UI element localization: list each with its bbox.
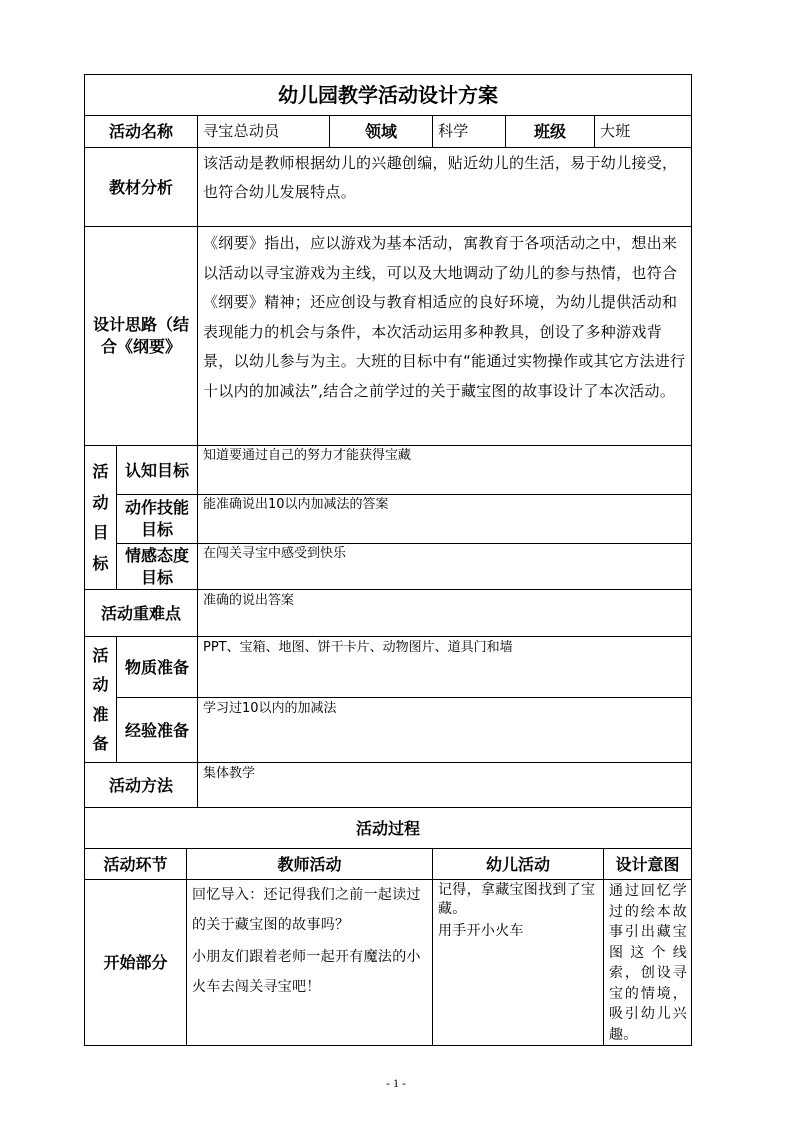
table-line	[594, 115, 595, 147]
prep-text-experience: 学习过10以内的加减法	[203, 701, 337, 716]
process-header-stage: 活动环节	[103, 854, 168, 874]
goal-label-emotion: 情感态度目标	[124, 545, 189, 587]
goals-label-char: 活	[92, 461, 109, 481]
activity-name-label: 活动名称	[108, 122, 173, 141]
domain-value: 科学	[438, 122, 469, 140]
goal-text-emotion: 在闯关寻宝中感受到快乐	[203, 546, 347, 561]
prep-label-experience: 经验准备	[124, 720, 189, 740]
prep-label-char: 活	[92, 646, 109, 666]
table-line	[116, 697, 692, 698]
page-number: - 1 -	[386, 1075, 406, 1090]
process-intent: 通过回忆学过的绘本故事引出藏宝图这个线索，创设寻宝的情境，吸引幼儿兴趣。	[609, 883, 687, 1043]
material-label: 教材分析	[108, 177, 173, 197]
table-line	[197, 445, 198, 589]
process-teacher-activity: 小朋友们跟着老师一起开有魔法的小火车去闯关寻宝吧！	[192, 949, 421, 995]
prep-label-char: 动	[92, 675, 109, 695]
goal-text-skill: 能准确说出10以内加减法的答案	[203, 497, 389, 512]
goals-label-char: 标	[92, 554, 109, 574]
key-points-text: 准确的说出答案	[203, 593, 295, 608]
process-teacher-activity: 回忆导入：还记得我们之前一起读过的关于藏宝图的故事吗？	[192, 887, 421, 933]
goal-label-skill: 动作技能目标	[124, 498, 189, 539]
prep-label-char: 准	[92, 704, 109, 724]
prep-label-char: 备	[92, 733, 109, 753]
goal-text-cognitive: 知道要通过自己的努力才能获得宝藏	[203, 448, 412, 463]
table-line	[116, 494, 692, 495]
design-label: 设计思路（结合《纲要》	[92, 315, 189, 356]
page-title: 幼儿园教学活动设计方案	[278, 82, 498, 107]
table-line	[197, 115, 198, 445]
table-line	[197, 762, 198, 807]
prep-text-material: PPT、宝箱、地图、饼干卡片、动物图片、道具门和墙	[203, 640, 513, 655]
table-line	[116, 543, 692, 544]
process-title: 活动过程	[355, 818, 420, 838]
table-line	[197, 589, 198, 636]
table-line	[432, 115, 433, 147]
process-stage: 开始部分	[103, 953, 168, 972]
method-text: 集体教学	[203, 766, 256, 781]
key-points-label: 活动重难点	[100, 603, 181, 623]
method-label: 活动方法	[108, 775, 173, 795]
table-line	[197, 636, 198, 762]
domain-label: 领域	[364, 122, 397, 141]
design-text: 《纲要》指出，应以游戏为基本活动，寓教育于各项活动之中，想出来以活动以寻宝游戏为主线，可以及大地调动了幼儿的参与热情，也符合《纲要》精神；还应创设与教育相适应的良好环境，为幼儿提供活动和表现能力的机会与条件，本次活动运用多种教具，创设了多种游戏背景，以幼儿参与为主。大班的目标中有“能通过实物操作或其它方法进行十以内的加减法”,结合之前学过的关于藏宝图的故事设计了本次活动。	[203, 234, 686, 400]
process-header-teacher: 教师活动	[277, 854, 342, 874]
activity-name-value: 寻宝总动员	[203, 122, 280, 140]
table-border-right	[691, 74, 692, 1046]
process-child-activity: 记得，拿藏宝图找到了宝藏。	[438, 882, 596, 917]
material-text: 该活动是教师根据幼儿的兴趣创编，贴近幼儿的生活，易于幼儿接受，也符合幼儿发展特点。	[203, 154, 678, 201]
process-child-activity: 用手开小火车	[438, 923, 524, 939]
process-header-child: 幼儿活动	[485, 854, 550, 874]
process-header-intent: 设计意图	[615, 854, 680, 874]
class-value: 大班	[600, 122, 631, 140]
goals-label	[85, 446, 116, 589]
goals-label-char: 目	[92, 523, 109, 543]
prep-label	[85, 637, 116, 762]
prep-label-material: 物质准备	[124, 657, 189, 677]
class-label: 班级	[533, 122, 566, 141]
goal-label-cognitive: 认知目标	[124, 460, 189, 480]
goals-label-char: 动	[92, 492, 109, 512]
table-line	[84, 1045, 692, 1046]
